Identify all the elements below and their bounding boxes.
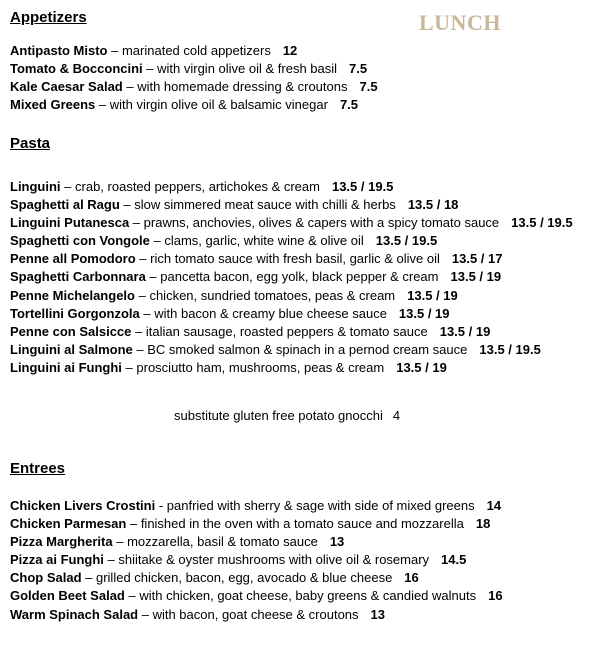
dish-name: Linguini al Salmone <box>10 341 133 357</box>
dish-separator: – <box>129 215 144 231</box>
dish-description: with virgin olive oil & balsamic vinegar <box>109 97 328 113</box>
dish-description: grilled chicken, bacon, egg, avocado & blue cheese <box>95 570 393 586</box>
menu-item <box>10 78 378 96</box>
dish-separator: – <box>135 251 151 267</box>
dish-separator: – <box>121 359 137 375</box>
dish-separator: – <box>107 43 122 58</box>
menu-item <box>10 551 503 569</box>
dish-separator: – <box>60 179 76 194</box>
dish-name: Antipasto Misto <box>10 43 108 58</box>
menu-item <box>10 287 573 305</box>
dish-separator: – <box>126 516 141 532</box>
dish-name: Spaghetti al Ragu <box>10 197 120 213</box>
dish-price: 13.5 / 19 <box>398 305 450 321</box>
dish-separator: – <box>149 233 165 249</box>
dish-description: with homemade dressing & croutons <box>137 79 348 95</box>
menu-item <box>10 533 503 551</box>
dish-description: crab, roasted peppers, artichokes & cream <box>75 179 320 194</box>
dish-separator: – <box>142 61 158 77</box>
menu-item <box>10 268 573 286</box>
dish-price: 7.5 <box>339 97 359 113</box>
dish-name: Chicken Livers Crostini <box>10 498 156 513</box>
dish-separator: – <box>119 197 135 213</box>
menu-item <box>10 359 573 377</box>
dish-separator: - <box>155 498 167 513</box>
dish-price: 13.5 / 17 <box>451 251 503 267</box>
dish-price: 13.5 / 19.5 <box>479 341 541 357</box>
dish-description: italian sausage, roasted peppers & tomato sauce <box>145 323 428 339</box>
dish-separator: – <box>131 323 146 339</box>
dish-name: Penne Michelangelo <box>10 287 135 303</box>
dish-name: Linguini <box>10 179 61 194</box>
dish-price: 16 <box>404 570 419 586</box>
dish-separator: – <box>122 79 138 95</box>
dish-description: with chicken, goat cheese, baby greens & candied walnuts <box>139 588 477 604</box>
appetizers-heading: Appetizers <box>10 9 87 26</box>
menu-item <box>10 250 573 268</box>
dish-name: Pizza ai Funghi <box>10 552 104 568</box>
dish-separator: – <box>112 534 128 550</box>
dish-price: 13 <box>370 606 386 622</box>
dish-price: 16 <box>488 588 503 604</box>
dish-separator: – <box>103 552 119 568</box>
dish-price: 13.5 / 18 <box>407 197 459 213</box>
dish-price: 13.5 / 19 <box>439 323 491 339</box>
dish-name: Warm Spinach Salad <box>10 606 139 622</box>
dish-name: Penne all Pomodoro <box>10 251 136 267</box>
dish-description: with bacon & creamy blue cheese sauce <box>154 305 387 321</box>
menu-item <box>10 341 573 359</box>
lunch-label: LUNCH <box>419 10 501 35</box>
dish-separator: – <box>132 341 148 357</box>
dish-separator: – <box>124 588 140 604</box>
dish-name: Spaghetti con Vongole <box>10 233 150 249</box>
dish-name: Mixed Greens <box>10 97 96 113</box>
dish-description: clams, garlic, white wine & olive oil <box>164 233 364 249</box>
dish-description: rich tomato sauce with fresh basil, garlic & olive oil <box>150 251 440 267</box>
dish-description: marinated cold appetizers <box>121 43 271 58</box>
dish-price: 13.5 / 19 <box>407 287 458 303</box>
entrees-list <box>10 497 503 624</box>
menu-item <box>10 60 378 78</box>
gluten-free-note-text: substitute gluten free potato gnocchi <box>174 408 383 423</box>
gluten-free-note-price: 4 <box>392 408 401 423</box>
entrees-heading: Entrees <box>10 460 66 477</box>
dish-separator: – <box>81 570 96 586</box>
dish-name: Golden Beet Salad <box>10 588 125 604</box>
dish-price: 12 <box>282 43 298 58</box>
menu-item <box>10 497 503 515</box>
pasta-heading: Pasta <box>10 135 51 152</box>
dish-name: Linguini ai Funghi <box>10 359 122 375</box>
dish-description: slow simmered meat sauce with chilli & herbs <box>134 197 396 213</box>
dish-description: mozzarella, basil & tomato sauce <box>127 534 318 550</box>
dish-separator: – <box>145 269 161 285</box>
dish-price: 13 <box>329 534 345 550</box>
dish-description: prawns, anchovies, olives & capers with a spicy tomato sauce <box>143 215 500 231</box>
menu-item <box>10 96 378 114</box>
dish-separator: – <box>139 305 155 321</box>
dish-name: Kale Caesar Salad <box>10 79 123 95</box>
pasta-list <box>10 178 573 377</box>
menu-item <box>10 323 573 341</box>
dish-description: BC smoked salmon & spinach in a pernod cream sauce <box>147 341 468 357</box>
dish-description: shiitake & oyster mushrooms with olive oil & rosemary <box>118 552 430 568</box>
dish-name: Tomato & Bocconcini <box>10 61 143 77</box>
menu-item <box>10 569 503 587</box>
dish-price: 7.5 <box>359 79 378 95</box>
dish-description: with bacon, goat cheese & croutons <box>152 606 359 622</box>
dish-name: Penne con Salsicce <box>10 323 132 339</box>
dish-name: Spaghetti Carbonnara <box>10 269 146 285</box>
dish-name: Chicken Parmesan <box>10 516 127 532</box>
menu-item <box>10 305 573 323</box>
dish-description: pancetta bacon, egg yolk, black pepper & cream <box>160 269 439 285</box>
dish-description: with virgin olive oil & fresh basil <box>157 61 338 77</box>
dish-description: finished in the oven with a tomato sauce and mozzarella <box>140 516 464 532</box>
dish-price: 13.5 / 19 <box>396 359 447 375</box>
dish-separator: – <box>95 97 110 113</box>
dish-separator: – <box>138 606 153 622</box>
dish-name: Pizza Margherita <box>10 534 113 550</box>
menu-item <box>10 515 503 533</box>
menu-item <box>10 232 573 250</box>
dish-price: 13.5 / 19.5 <box>331 179 394 194</box>
dish-description: chicken, sundried tomatoes, peas & cream <box>149 287 396 303</box>
dish-price: 14 <box>486 498 502 513</box>
dish-price: 13.5 / 19.5 <box>375 233 438 249</box>
dish-price: 7.5 <box>349 61 368 77</box>
menu-item <box>10 587 503 605</box>
dish-description: prosciutto ham, mushrooms, peas & cream <box>136 359 385 375</box>
dish-price: 13.5 / 19.5 <box>511 215 573 231</box>
dish-price: 13.5 / 19 <box>450 269 502 285</box>
menu-item <box>10 42 378 60</box>
dish-name: Linguini Putanesca <box>10 215 130 231</box>
gluten-free-note <box>174 408 400 423</box>
dish-separator: – <box>134 287 150 303</box>
menu-item <box>10 214 573 232</box>
dish-name: Chop Salad <box>10 570 82 586</box>
appetizers-list <box>10 42 378 114</box>
dish-name: Tortellini Gorgonzola <box>10 305 140 321</box>
menu-item <box>10 196 573 214</box>
dish-price: 14.5 <box>441 552 467 568</box>
menu-item <box>10 606 503 624</box>
menu-item <box>10 178 573 196</box>
dish-description: panfried with sherry & sage with side of mixed greens <box>166 498 475 513</box>
dish-price: 18 <box>475 516 491 532</box>
